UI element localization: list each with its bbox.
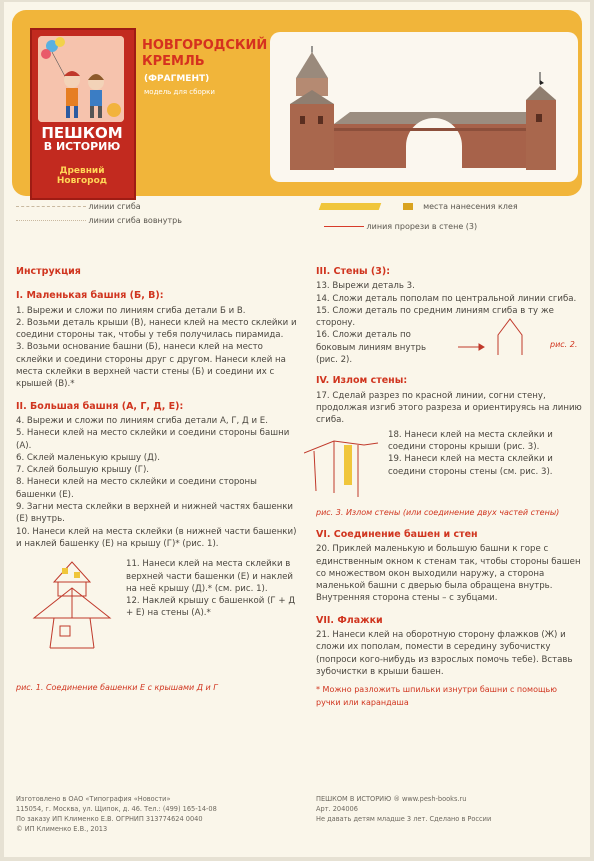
step3: 3. Возьми основание башни (Б), нанеси клей на место склейки и соедини стороны друг с другом. Нанеси клей на места склейки в верхней части стены (Б) и соедини их с крышей (В).* (16, 342, 286, 390)
glue-sample-wide (319, 203, 382, 210)
instruction-title: Инструкция (16, 266, 81, 277)
cover-subtitle-line1: Древний (59, 166, 105, 176)
model-subtitle: модель для сборки (144, 88, 215, 96)
step9: 9. Загни места склейки в верхней и нижней частях башенки (Е) внутрь. (16, 502, 294, 525)
cover-title (36, 126, 128, 154)
step6: 6. Склей маленькую крышу (Д). (16, 452, 160, 463)
cover-subtitle-line2: Новгород (56, 176, 108, 186)
cover-illustration (38, 36, 124, 122)
figure1-steps (126, 558, 296, 619)
figure1-block (16, 554, 298, 682)
fold-line-sample (16, 206, 86, 207)
legend-cut (324, 222, 477, 231)
section1-title: I. Маленькая башня (Б, В): (16, 290, 164, 302)
step16-block (316, 329, 584, 369)
step15: 15. Сложи деталь по средним линиям сгиба в ту же сторону. (316, 305, 554, 329)
cover-subtitle (36, 166, 128, 186)
legend-fold-inward (16, 216, 182, 225)
step2: 2. Возьми деталь крыши (В), нанеси клей на место склейки и соедини стороны так, чтобы у тебя получилась пирамида. (16, 317, 297, 341)
fold-inward-line-sample (16, 220, 86, 221)
book-cover (30, 28, 136, 200)
step10: 10. Нанеси клей на места склейки (в нижней части башенки) и наклей башенку (Е) на крышу (Г)* (рис. 1). (16, 526, 297, 549)
figure3-caption: рис. 3. Излом стены (или соединение двух частей стены) (316, 507, 560, 517)
cover-title-line2: В ИСТОРИЮ (43, 140, 121, 153)
header-banner (12, 10, 582, 196)
legend-fold (16, 202, 141, 211)
step14: 14. Сложи деталь пополам по центральной линии сгиба. (316, 293, 577, 304)
footnote: * Можно разложить шпильки изнутри башни с помощью ручки или карандаша (316, 685, 557, 707)
step13: 13. Вырежи деталь 3. (316, 281, 415, 292)
model-title-line1: НОВГОРОДСКИЙ (142, 38, 268, 53)
step11: 11. Нанеси клей на места склейки в верхней части башенки (Е) и наклей на неё крышу (Д).* (см. рис. 1). (126, 559, 293, 594)
left-column (16, 260, 298, 695)
model-fragment-label: (ФРАГМЕНТ) (144, 74, 210, 84)
step8: 8. Нанеси клей на место склейки и соедини стороны башенки (Е). (16, 477, 257, 500)
step4: 4. Вырежи и сложи по линиям сгиба детали А, Г, Д и Е. (16, 415, 268, 426)
section4-title: IV. Излом стены: (316, 375, 408, 387)
kremlin-model-photo (270, 32, 578, 182)
figure2-fold-icon (458, 315, 578, 359)
section6-title: VI. Соединение башен и стен (316, 528, 478, 540)
figure3-block (316, 427, 584, 507)
step5: 5. Нанеси клей на место склейки и соедини стороны башни (А). (16, 428, 290, 451)
cut-line-sample (324, 226, 364, 227)
footer-right (316, 794, 584, 824)
figure2-caption: рис. 2. (550, 340, 578, 350)
section7-title: VII. Флажки (316, 614, 383, 626)
figure1-caption: рис. 1. Соединение башенки Е с крышами Д и Г (16, 683, 218, 693)
step16: 16. Сложи деталь по боковым линиям внутрь (рис. 2). (316, 330, 427, 366)
figure3-wall-icon (304, 431, 384, 501)
step1: 1. Вырежи и сложи по линиям сгиба детали Б и В. (16, 305, 246, 316)
legend-glue (320, 202, 518, 211)
footer-warning: Не давать детям младше 3 лет. Сделано в России (316, 815, 492, 823)
step21: 21. Нанеси клей на оборотную сторону флажков (Ж) и сложи их пополам, помести в середину зубочистку (попроси кого-нибудь из взрослых помочь тебе). Вставь зубочистки в крыши башен. (316, 630, 573, 677)
children-illustration (38, 36, 124, 122)
step7: 7. Склей большую крышу (Г). (16, 465, 150, 476)
footer-printer: Изготовлено в ОАО «Типография «Новости» (16, 795, 171, 803)
footer-copyright: © ИП Клименко Е.В., 2013 (16, 825, 108, 833)
footer-address: 115054, г. Москва, ул. Щипок, д. 46. Тел.: (499) 165-14-08 (16, 805, 217, 813)
step17: 17. Сделай разрез по красной линии, согни стену, продолжая изгиб этого разреза и ориентируясь на линию сгиба. (316, 390, 582, 426)
section3-title: III. Стены (3): (316, 266, 390, 277)
legend-glue-label: места нанесения клея (423, 202, 518, 211)
step19: 19. Нанеси клей на места склейки и соедини стороны стены (см. рис. 3). (388, 454, 553, 477)
step20: 20. Приклей маленькую и большую башни к горе с единственным окном к стенам так, чтобы стороны башен со множеством окон выходили наружу, а сторона маленькой башни с дверью была обращена внутрь. Внутренняя сторона стены – с зубцами. (316, 544, 581, 604)
legend-cut-label: линия прорези в стене (366, 222, 464, 231)
section2-title: II. Большая башня (А, Г, Д, Е): (16, 400, 184, 412)
glue-sample-small (403, 203, 413, 210)
kremlin-model-image (270, 32, 578, 182)
figure3-steps (388, 429, 584, 478)
figure1-tower-icon (24, 558, 120, 654)
legend-fold-label: линии сгиба (88, 202, 141, 211)
legend-cut-count: (3) (465, 222, 478, 231)
footer-article: Арт. 204006 (316, 805, 358, 813)
right-column (316, 260, 584, 709)
model-title-line2: КРЕМЛЬ (142, 54, 205, 69)
footer-left (16, 794, 296, 834)
legend-fold-inward-label: линии сгиба вовнутрь (88, 216, 182, 225)
instruction-sheet (4, 2, 590, 857)
step12: 12. Наклей крышу с башенкой (Г + Д + Е) на стены (А).* (126, 596, 296, 619)
cover-title-line1: ПЕШКОМ (41, 124, 123, 142)
step18: 18. Нанеси клей на места склейки и соедини стороны крыши (рис. 3). (388, 429, 553, 452)
footer-order: По заказу ИП Клименко Е.В. ОГРНИП 313774624 0040 (16, 815, 203, 823)
footer-brand: ПЕШКОМ В ИСТОРИЮ ® www.pesh-books.ru (316, 795, 467, 803)
